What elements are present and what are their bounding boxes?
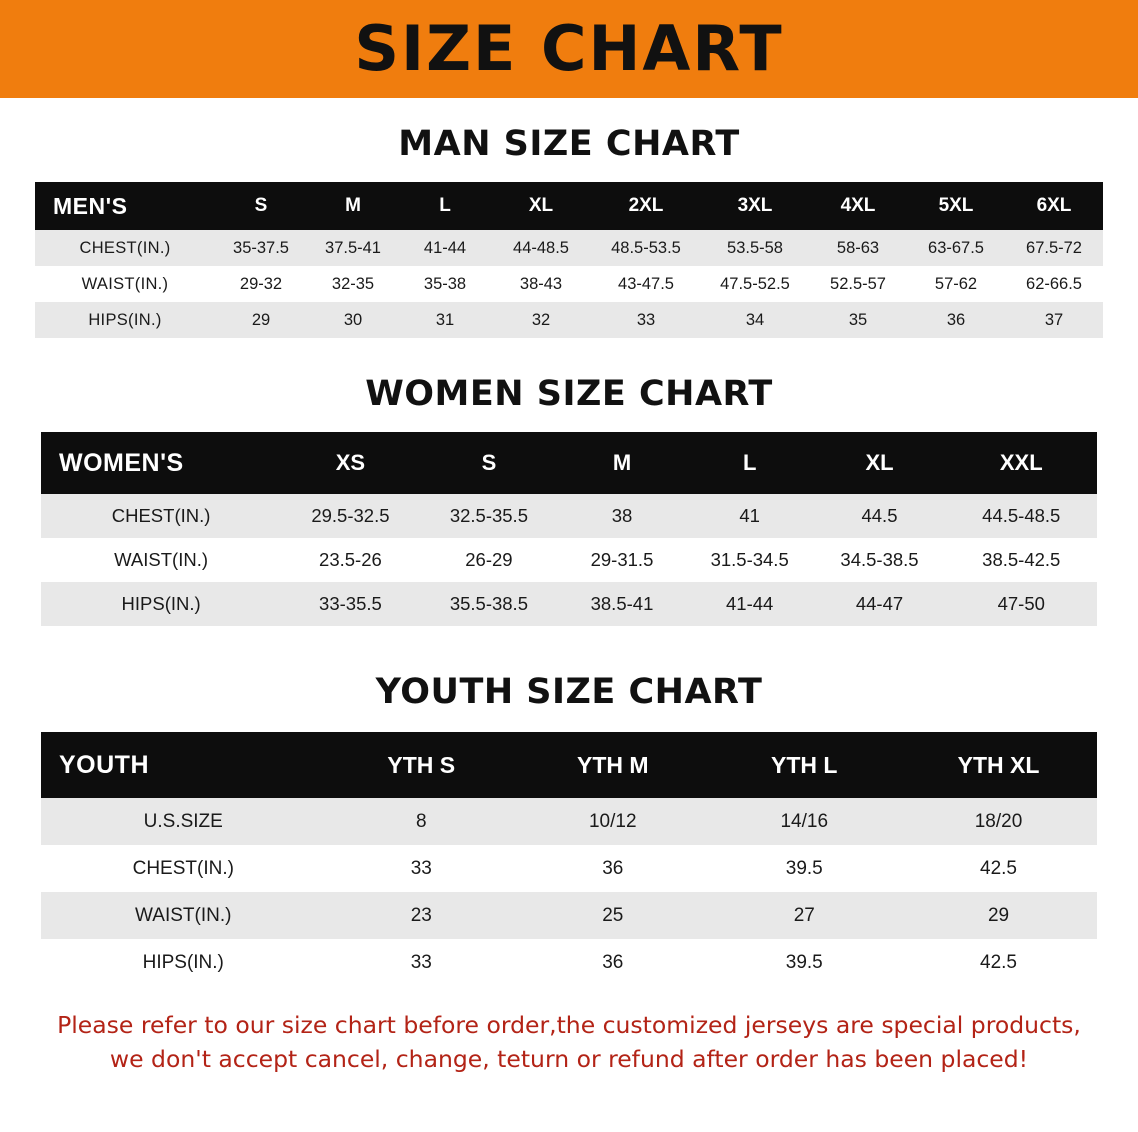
table-cell: 35 [809, 302, 907, 338]
table-header-cell: L [399, 182, 491, 230]
table-header-cell: YTH S [326, 732, 518, 798]
table-header-cell: 2XL [591, 182, 701, 230]
table-cell: 10/12 [517, 798, 709, 845]
table-cell: 57-62 [907, 266, 1005, 302]
table-cell: 34 [701, 302, 809, 338]
table-cell: 53.5-58 [701, 230, 809, 266]
table-cell: 18/20 [900, 798, 1097, 845]
table-cell: 38.5-42.5 [946, 538, 1098, 582]
table-row [41, 538, 1097, 582]
table-header-cell: MEN'S [35, 182, 215, 230]
row-label: WAIST(IN.) [41, 538, 281, 582]
table-cell: 35-37.5 [215, 230, 307, 266]
table-row [35, 302, 1103, 338]
table-cell: 43-47.5 [591, 266, 701, 302]
table-cell: 47-50 [946, 582, 1098, 626]
youth-size-table [41, 732, 1097, 986]
table-cell: 29-32 [215, 266, 307, 302]
table-header-cell: XS [281, 432, 419, 494]
table-header-cell: 5XL [907, 182, 1005, 230]
table-cell: 41-44 [399, 230, 491, 266]
disclaimer-line-1: Please refer to our size chart before order,the customized jerseys are special products, [57, 1011, 1081, 1039]
table-header-cell: XXL [946, 432, 1098, 494]
page-title: SIZE CHART [354, 12, 784, 85]
table-cell: 32-35 [307, 266, 399, 302]
table-cell: 35-38 [399, 266, 491, 302]
table-cell: 29.5-32.5 [281, 494, 419, 538]
table-cell: 23.5-26 [281, 538, 419, 582]
table-header-cell: YTH M [517, 732, 709, 798]
table-cell: 30 [307, 302, 399, 338]
table-cell: 26-29 [420, 538, 558, 582]
table-row [41, 939, 1097, 986]
table-cell: 29 [900, 892, 1097, 939]
table-cell: 38.5-41 [558, 582, 686, 626]
table-cell: 39.5 [709, 939, 901, 986]
table-cell: 36 [517, 845, 709, 892]
table-cell: 52.5-57 [809, 266, 907, 302]
table-cell: 42.5 [900, 845, 1097, 892]
table-row [41, 798, 1097, 845]
table-row [35, 266, 1103, 302]
table-cell: 37 [1005, 302, 1103, 338]
table-cell: 42.5 [900, 939, 1097, 986]
table-cell: 33 [591, 302, 701, 338]
disclaimer-note [40, 1008, 1098, 1076]
table-header-cell: M [307, 182, 399, 230]
row-label: WAIST(IN.) [35, 266, 215, 302]
table-cell: 29-31.5 [558, 538, 686, 582]
table-header-cell: S [420, 432, 558, 494]
row-label: U.S.SIZE [41, 798, 326, 845]
table-cell: 48.5-53.5 [591, 230, 701, 266]
man-section-heading: MAN SIZE CHART [398, 124, 740, 164]
table-cell: 44-48.5 [491, 230, 591, 266]
table-cell: 32 [491, 302, 591, 338]
table-cell: 31.5-34.5 [686, 538, 814, 582]
table-header-cell: YTH XL [900, 732, 1097, 798]
table-header-cell: L [686, 432, 814, 494]
table-cell: 37.5-41 [307, 230, 399, 266]
table-header-cell: M [558, 432, 686, 494]
disclaimer-line-2: we don't accept cancel, change, teturn or refund after order has been placed! [109, 1045, 1029, 1074]
row-label: CHEST(IN.) [41, 845, 326, 892]
table-cell: 44.5-48.5 [946, 494, 1098, 538]
table-cell: 14/16 [709, 798, 901, 845]
row-label: CHEST(IN.) [35, 230, 215, 266]
table-cell: 8 [326, 798, 518, 845]
table-header-cell: 4XL [809, 182, 907, 230]
table-cell: 29 [215, 302, 307, 338]
row-label: HIPS(IN.) [35, 302, 215, 338]
table-cell: 62-66.5 [1005, 266, 1103, 302]
table-cell: 67.5-72 [1005, 230, 1103, 266]
table-cell: 39.5 [709, 845, 901, 892]
table-header-cell: XL [814, 432, 946, 494]
table-cell: 58-63 [809, 230, 907, 266]
table-cell: 41 [686, 494, 814, 538]
row-label: HIPS(IN.) [41, 939, 326, 986]
banner [0, 0, 1138, 98]
row-label: HIPS(IN.) [41, 582, 281, 626]
table-cell: 23 [326, 892, 518, 939]
table-header-cell: S [215, 182, 307, 230]
table-header-cell: YTH L [709, 732, 901, 798]
table-header-cell: YOUTH [41, 732, 326, 798]
table-cell: 36 [517, 939, 709, 986]
table-cell: 35.5-38.5 [420, 582, 558, 626]
row-label: WAIST(IN.) [41, 892, 326, 939]
table-cell: 44.5 [814, 494, 946, 538]
table-cell: 41-44 [686, 582, 814, 626]
table-row [41, 892, 1097, 939]
table-cell: 38-43 [491, 266, 591, 302]
table-cell: 47.5-52.5 [701, 266, 809, 302]
table-header-cell: WOMEN'S [41, 432, 281, 494]
table-cell: 32.5-35.5 [420, 494, 558, 538]
table-cell: 33 [326, 845, 518, 892]
table-header-cell: 3XL [701, 182, 809, 230]
table-cell: 36 [907, 302, 1005, 338]
table-cell: 27 [709, 892, 901, 939]
table-cell: 33-35.5 [281, 582, 419, 626]
table-cell: 63-67.5 [907, 230, 1005, 266]
table-cell: 25 [517, 892, 709, 939]
women-size-table [41, 432, 1097, 626]
table-cell: 44-47 [814, 582, 946, 626]
table-cell: 34.5-38.5 [814, 538, 946, 582]
table-header-row [41, 732, 1097, 798]
table-header-cell: XL [491, 182, 591, 230]
table-header-row [35, 182, 1103, 230]
women-section-heading: WOMEN SIZE CHART [365, 374, 773, 414]
table-row [41, 494, 1097, 538]
row-label: CHEST(IN.) [41, 494, 281, 538]
table-row [35, 230, 1103, 266]
table-row [41, 582, 1097, 626]
table-row [41, 845, 1097, 892]
table-cell: 33 [326, 939, 518, 986]
table-cell: 31 [399, 302, 491, 338]
table-header-cell: 6XL [1005, 182, 1103, 230]
youth-section-heading: YOUTH SIZE CHART [375, 672, 763, 712]
table-cell: 38 [558, 494, 686, 538]
table-header-row [41, 432, 1097, 494]
man-size-table [35, 182, 1103, 338]
